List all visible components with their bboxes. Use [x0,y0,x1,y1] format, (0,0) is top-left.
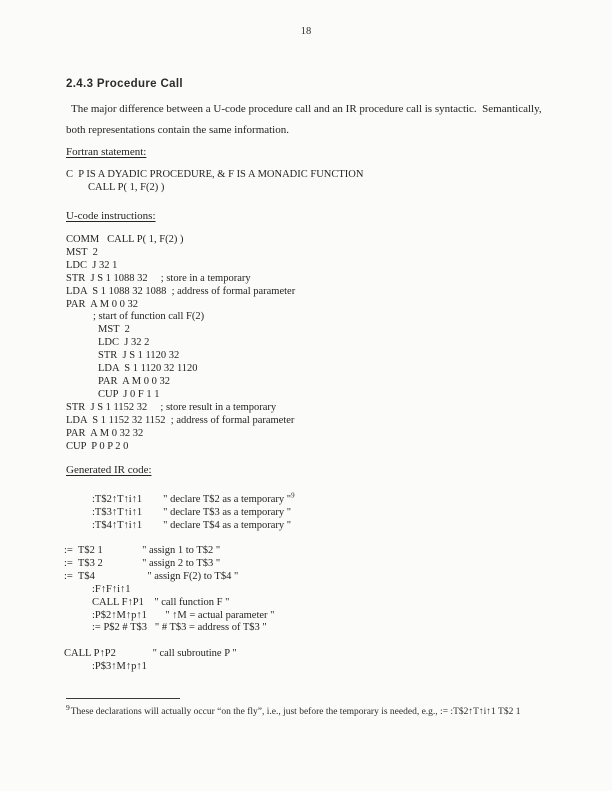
code-text: LDA S 1 1152 32 1152 ; address of formal parameter [66,414,295,426]
code-text: ; start of function call F(2) [93,311,205,323]
code-text: C P IS A DYADIC PROCEDURE, & F IS A MONADIC FUNCTION [66,169,364,180]
footnote-ref: 9 [291,491,295,500]
code-text: LDC J 32 2 [98,337,150,349]
footnote-separator [66,698,180,699]
code-line [66,311,295,324]
code-line [64,660,237,673]
paragraph-line: both representations contain the same information. [66,124,289,136]
code-line [66,337,295,350]
code-text: CALL P( 1, F(2) ) [88,182,165,193]
ucode-block [66,234,295,453]
code-text: LDA S 1 1120 32 1120 [98,363,198,375]
code-text: MST 2 [98,324,130,336]
footnote [66,702,558,719]
code-line [66,247,295,260]
code-text: :F↑F↑i↑1 [92,583,131,595]
code-line [64,622,274,635]
code-line [66,234,295,247]
code-text: := T$2 1 " assign 1 to T$2 " [64,545,221,556]
code-line [64,545,274,558]
code-line [66,260,295,273]
code-line [66,168,363,181]
code-text: := P$2 # T$3 " # T$3 = address of T$3 " [92,622,267,634]
code-text: :T$4↑T↑i↑1 " declare T$4 as a temporary " [92,520,292,531]
ir-subroutine-call-block [64,647,237,673]
code-line [64,558,274,571]
code-line [66,350,295,363]
footnote-marker: 9 [66,702,70,712]
code-line [66,415,295,428]
code-text: CALL P↑P2 " call subroutine P " [64,648,237,659]
code-line [66,273,295,286]
code-line [64,647,237,660]
fortran-code-block [66,168,363,194]
code-text: PAR A M 0 32 32 [66,427,144,439]
code-line [66,389,295,402]
code-line [66,376,295,389]
code-text: :T$3↑T↑i↑1 " declare T$3 as a temporary " [92,507,292,518]
code-text: :T$2↑T↑i↑1 " declare T$2 as a temporary " [92,494,292,505]
code-text: PAR A M 0 0 32 [66,298,138,310]
code-text: := T$3 2 " assign 2 to T$3 " [64,557,221,569]
code-line [66,363,295,376]
code-line [66,441,295,454]
code-line [66,299,295,312]
code-line [66,493,295,506]
code-line [66,506,295,519]
code-text: :P$2↑M↑p↑1 " ↑M = actual parameter " [92,609,275,621]
code-line [66,324,295,337]
intro-paragraph [66,99,566,141]
ir-assignments-block [64,545,274,635]
footnote-text: These declarations will actually occur “on the fly”, i.e., just before the temporary is needed, e.g., := :T$2↑T↑i↑1 T$2 1 [70,707,521,717]
code-line [66,286,295,299]
code-text: CUP J 0 F 1 1 [98,388,160,400]
code-text: :P$3↑M↑p↑1 [92,661,147,672]
code-line [64,597,274,610]
code-text: STR J S 1 1152 32 ; store result in a temporary [66,401,277,413]
page-number: 18 [300,26,312,37]
code-line [66,181,363,194]
code-line [66,402,295,415]
code-line [64,610,274,623]
fortran-statement-label: Fortran statement: [66,146,147,158]
code-line [64,571,274,584]
code-text: PAR A M 0 0 32 [98,375,170,387]
generated-ir-label: Generated IR code: [66,464,152,476]
code-text: STR J S 1 1088 32 ; store in a temporary [66,272,251,284]
code-text: COMM CALL P( 1, F(2) ) [66,234,184,245]
code-text: CUP P 0 P 2 0 [66,440,129,452]
ucode-instructions-label: U-code instructions: [66,210,156,222]
code-text: STR J S 1 1120 32 [98,350,180,362]
code-text: LDC J 32 1 [66,259,118,271]
code-line [64,584,274,597]
code-text: := T$4 " assign F(2) to T$4 " [64,570,239,582]
code-line [66,519,295,532]
ir-declarations-block [66,493,295,532]
code-text: CALL F↑P1 " call function F " [92,596,230,608]
code-text: MST 2 [66,246,98,258]
code-text: LDA S 1 1088 32 1088 ; address of formal parameter [66,285,296,297]
paragraph-line: The major difference between a U-code procedure call and an IR procedure call is syntactic. Semantically, [71,103,542,115]
code-line [66,428,295,441]
section-heading: 2.4.3 Procedure Call [66,78,183,90]
